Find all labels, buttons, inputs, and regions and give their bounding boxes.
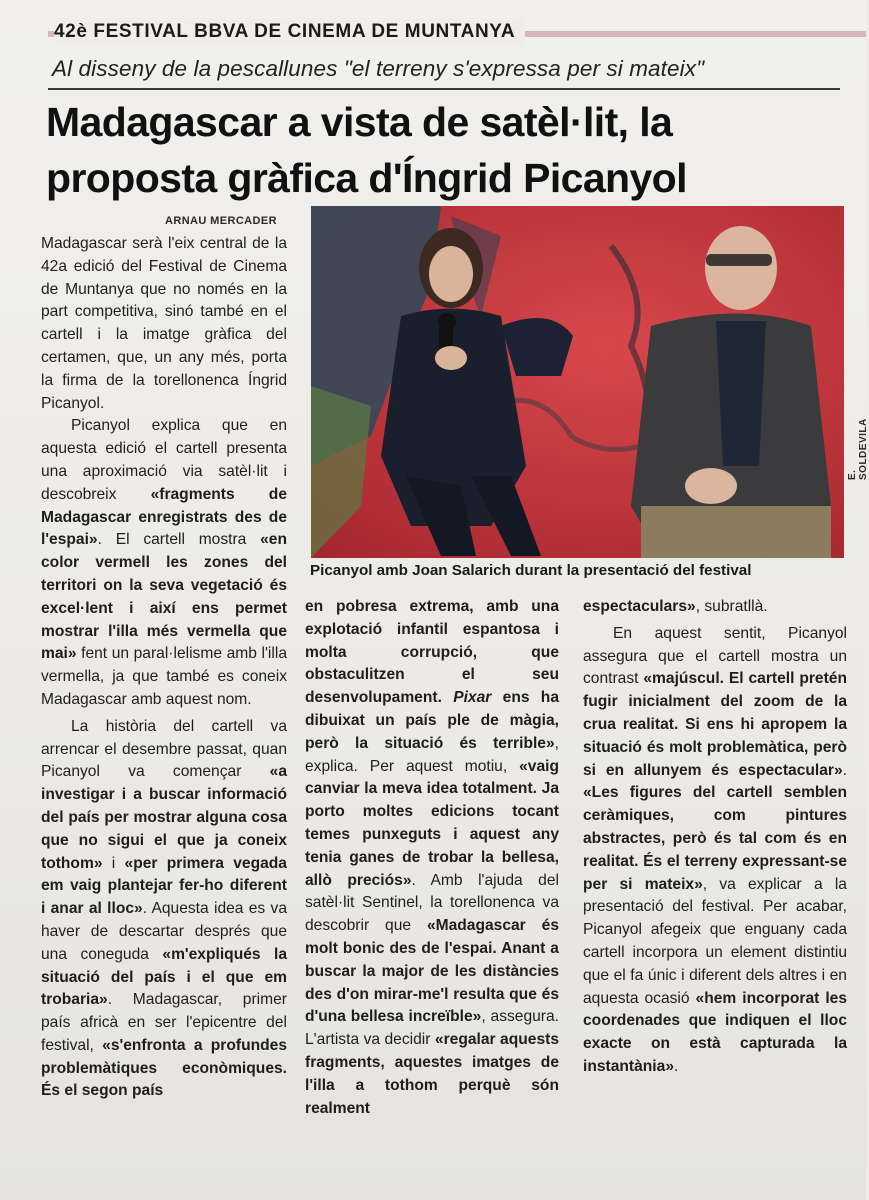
paragraph: La història del cartell va arrencar el desembre passat, quan Picanyol va començar «a investigar i a buscar informació del país per mostrar alguna cosa que no sigui el que ja coneix tothom» i «per primera vegada em vaig plantejar fer-ho diferent i anar al lloc». Aquesta idea es va haver de descartar després que una coneguda «m'expliqués la situació del país i el que em trobaria». Madagascar, primer país africà en ser l'epicentre del festival, «s'enfronta a profundes problemàtiques econòmiques. És el segon país xyxy=(41,717,288,1100)
paragraph: Picanyol explica que en aquesta edició el cartell presenta una aproximació via satèl·lit i descobreix «fragments de Madagascar enregistrats des de l'espai». El cartell mostra «en color vermell les zones del territori on la seva vegetació és excel·lent i així ens permet mostrar l'illa més vermella que mai» fent un paral·lelisme amb l'illa vermella, ja que també es coneix Madagascar amb aquest nom. xyxy=(41,417,287,708)
article-column-1 xyxy=(41,233,287,1103)
article-photo xyxy=(311,206,844,558)
photo-credit: E. SOLDEVILA xyxy=(847,418,869,480)
subtitle-rule xyxy=(48,88,840,90)
paragraph: espectaculars», subratllà. xyxy=(583,598,768,615)
festival-label: 42è FESTIVAL BBVA DE CINEMA DE MUNTANYA xyxy=(54,18,525,46)
photo-caption: Picanyol amb Joan Salarich durant la presentació del festival xyxy=(310,562,752,579)
article-column-3 xyxy=(583,596,847,1079)
byline: ARNAU MERCADER xyxy=(165,215,277,227)
article-column-2 xyxy=(305,596,559,1120)
article-subtitle: Al disseny de la pescallunes "el terreny s'expressa per si mateix" xyxy=(52,56,705,81)
section-header xyxy=(48,18,866,46)
headline-line-2: proposta gràfica d'Íngrid Picanyol xyxy=(46,155,687,201)
headline-line-1: Madagascar a vista de satèl·lit, la xyxy=(46,99,673,145)
paragraph: En aquest sentit, Picanyol assegura que el cartell mostra un contrast «majúscul. El cartell pretén fugir inicialment del zoom de la crua realitat. Si ens hi apropem la situació és molt problemàtica, però si en allunyem és espectacular». «Les figures del cartell semblen ceràmiques, com pintures abstractes, però és tal com és en realitat. És el terreny expressant-se per si mateix», va explicar a la presentació del festival. Per acabar, Picanyol afegeix que enguany cada cartell incorpora un element distintiu que el fa únic i diferent dels altres i en aquesta ocasió «hem incorporat les coordenades que indiquen el lloc exacte on està capturada la instantània». xyxy=(583,624,848,1075)
paragraph: en pobresa extrema, amb una explotació infantil espantosa i molta corrupció, que obstaculitzen el seu desenvolupament. Pixar ens ha dibuixat un país ple de màgia, però la situació és terrible», explica. Per aquest motiu, «vaig canviar la meva idea totalment. Ja porto moltes edicions tocant temes punxeguts i aquest any tenia ganes de trobar la bellesa, allò preciós». Amb l'ajuda del satèl·lit Sentinel, la torellonenca va descobrir que «Madagascar és molt bonic des de l'espai. Anant a buscar la major de les distàncies des d'on mirar-me'l resulta que és d'una bellesa increïble», assegura. L'artista va decidir «regalar aquests fragments, aquestes imatges de l'illa a tothom perquè són realment xyxy=(305,598,560,1117)
photo-illustration xyxy=(311,206,844,558)
paragraph: Madagascar serà l'eix central de la 42a edició del Festival de Cinema de Muntanya que no només en la part competitiva, sinó també en el cartell i la imatge gràfica del certamen, que, un any més, porta la firma de la torellonenca Íngrid Picanyol. xyxy=(41,235,287,412)
article-headline xyxy=(46,94,846,206)
